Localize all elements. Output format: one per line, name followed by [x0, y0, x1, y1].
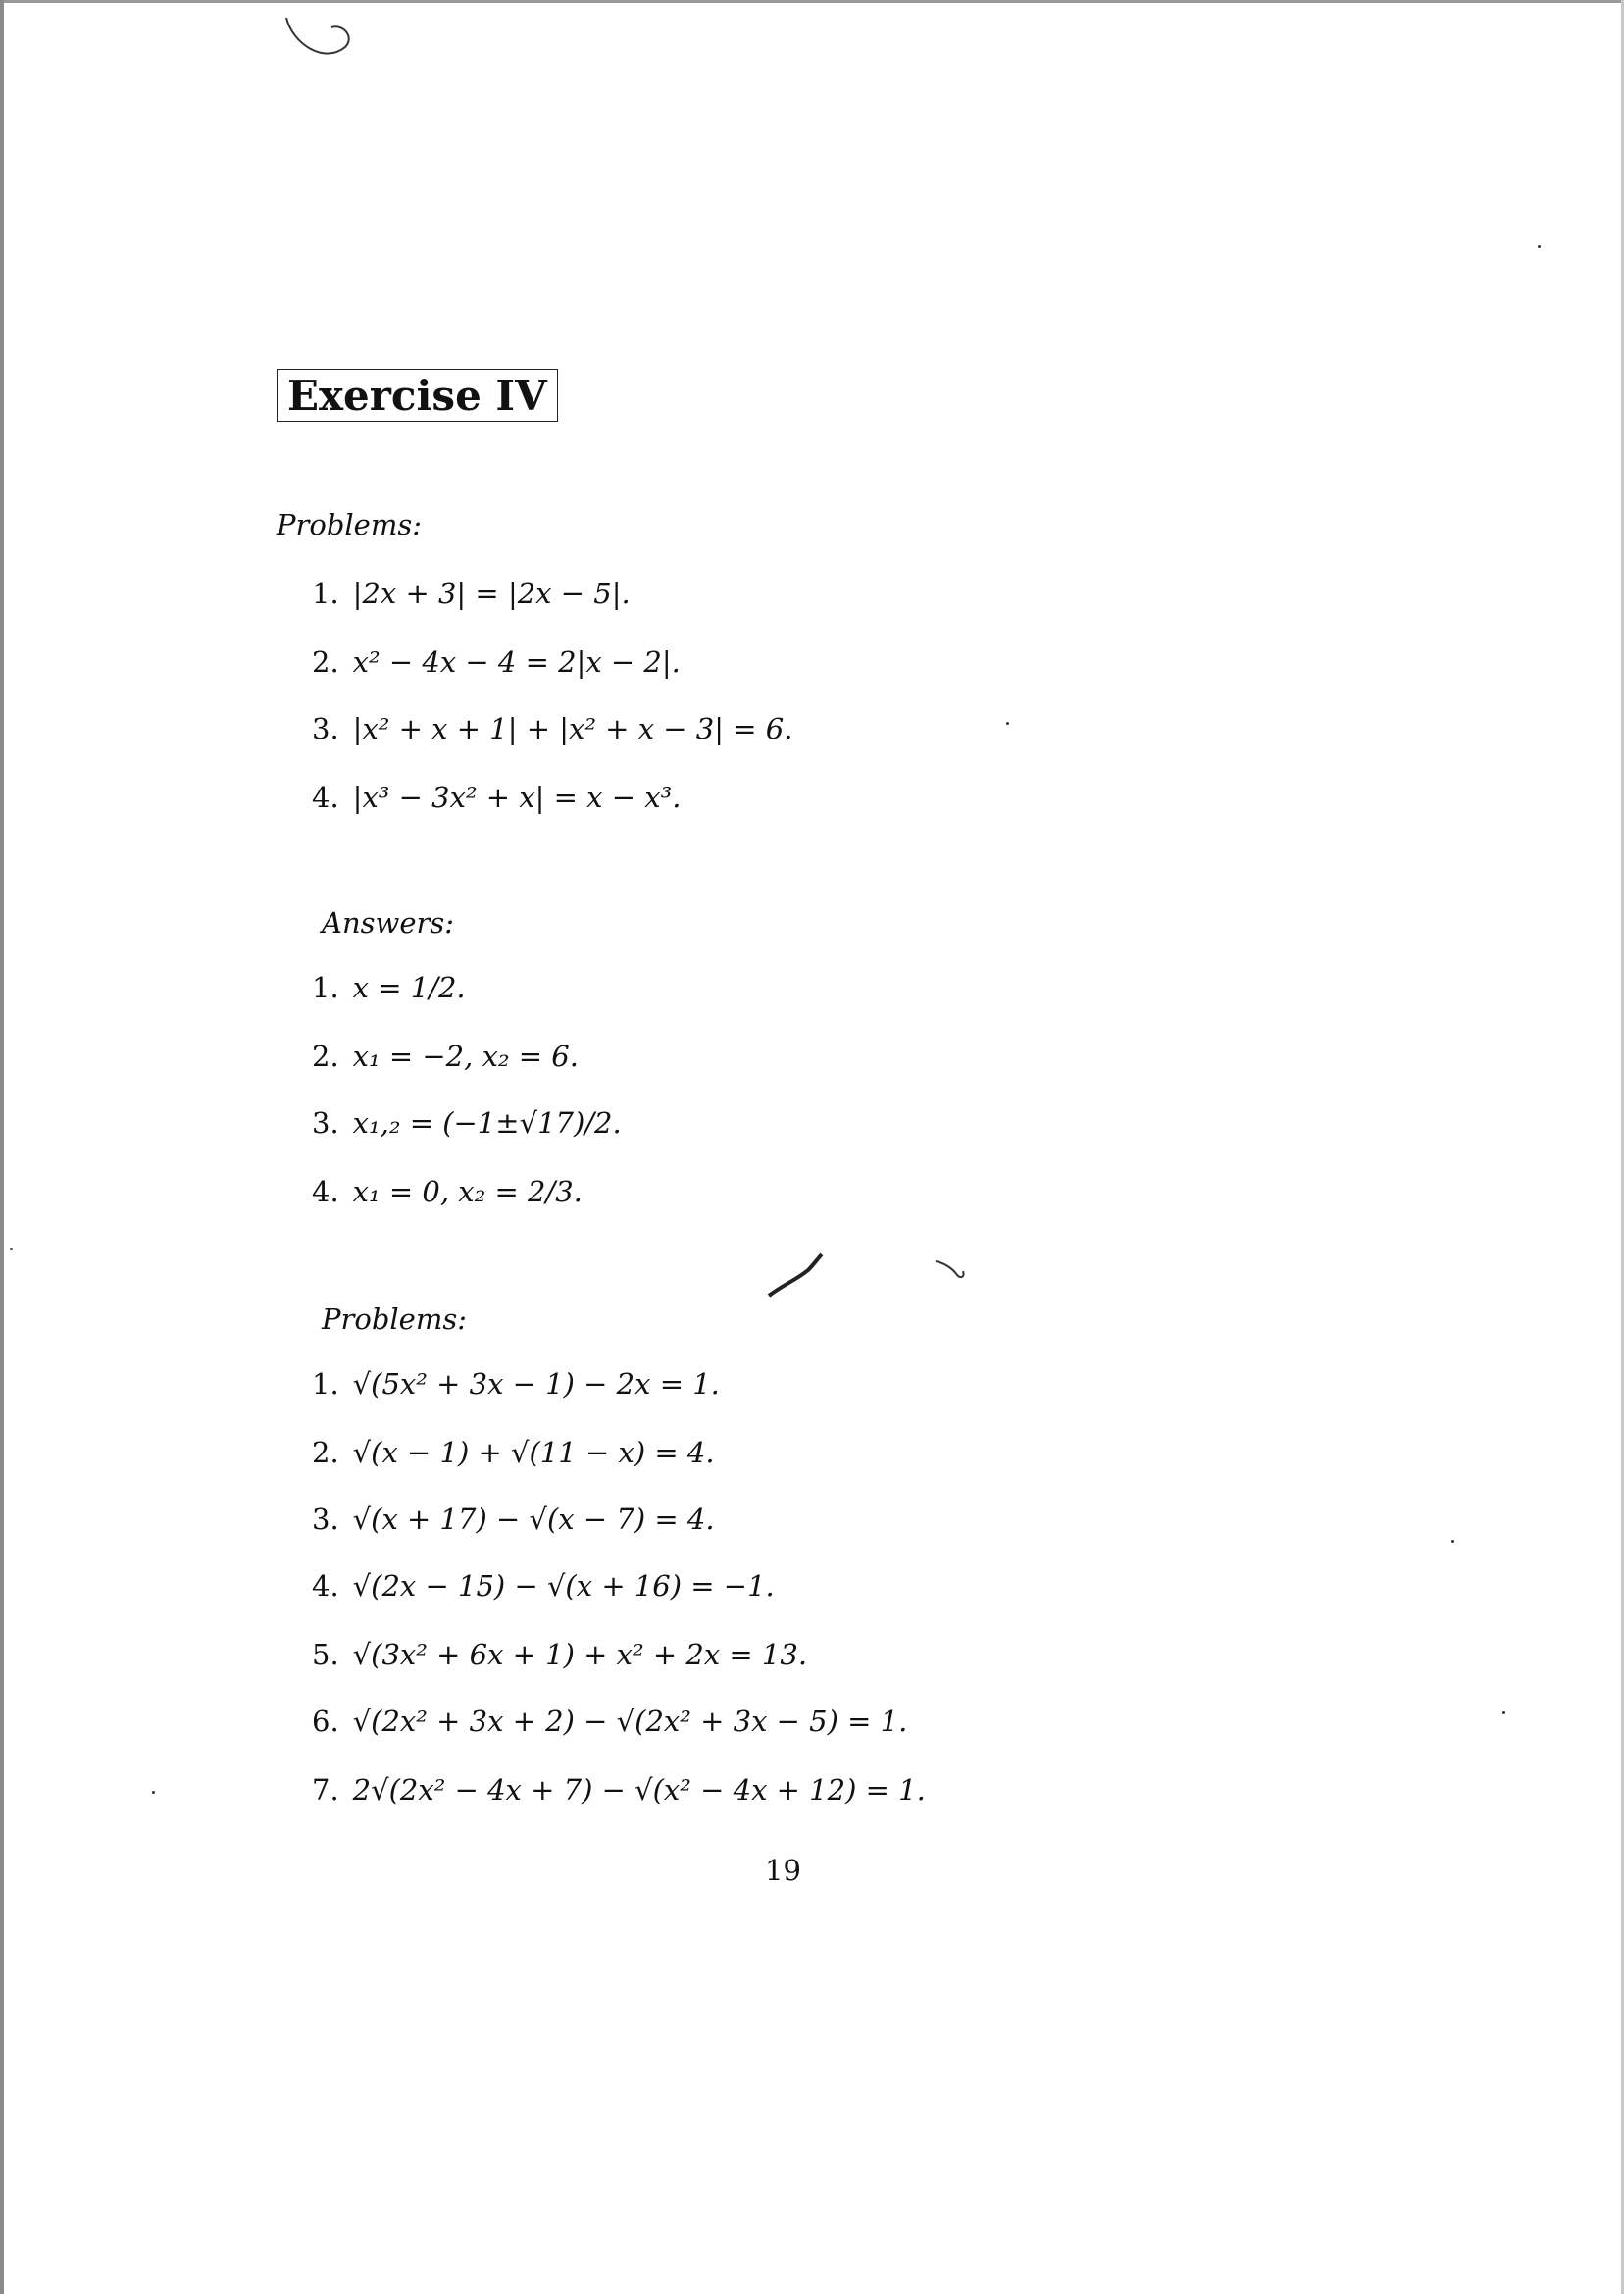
problem-2-2: 2. √(x − 1) + √(11 − x) = 4.	[312, 1436, 715, 1469]
scan-edge-left	[0, 0, 4, 2294]
scan-speck	[152, 1791, 155, 1794]
problem-1-2: 2. x² − 4x − 4 = 2|x − 2|.	[312, 645, 681, 679]
problems-label-2: Problems:	[322, 1302, 467, 1336]
scan-speck	[1006, 722, 1009, 725]
problem-2-4: 4. √(2x − 15) − √(x + 16) = −1.	[312, 1569, 775, 1603]
scan-speck	[1538, 245, 1541, 248]
pen-loop-mark	[284, 14, 353, 61]
answers-label: Answers:	[322, 906, 455, 940]
problem-2-3: 3. √(x + 17) − √(x − 7) = 4.	[312, 1503, 715, 1536]
problem-2-5: 5. √(3x² + 6x + 1) + x² + 2x = 13.	[312, 1638, 808, 1671]
answer-1: 1. x = 1/2.	[312, 971, 466, 1004]
scan-edge-top	[0, 0, 1624, 3]
page-number: 19	[765, 1854, 801, 1887]
problem-2-6: 6. √(2x² + 3x + 2) − √(2x² + 3x − 5) = 1.	[312, 1705, 908, 1738]
scan-speck	[10, 1248, 13, 1250]
scan-speck	[1502, 1711, 1505, 1714]
problem-1-3: 3. |x² + x + 1| + |x² + x − 3| = 6.	[312, 712, 793, 745]
answer-2: 2. x₁ = −2, x₂ = 6.	[312, 1040, 579, 1073]
problems-label-1: Problems:	[277, 508, 422, 541]
scan-speck	[1451, 1540, 1454, 1543]
answer-3: 3. x₁,₂ = (−1±√17)/2.	[312, 1106, 622, 1140]
problem-2-7: 7. 2√(2x² − 4x + 7) − √(x² − 4x + 12) = 1.	[312, 1773, 926, 1807]
problem-1-1: 1. |2x + 3| = |2x − 5|.	[312, 577, 631, 610]
problem-1-4: 4. |x³ − 3x² + x| = x − x³.	[312, 781, 682, 814]
ink-flourish-mark	[765, 1250, 834, 1300]
ink-squiggle-mark	[934, 1257, 969, 1283]
exercise-title: Exercise IV	[277, 369, 558, 422]
problem-2-1: 1. √(5x² + 3x − 1) − 2x = 1.	[312, 1367, 720, 1401]
answer-4: 4. x₁ = 0, x₂ = 2/3.	[312, 1175, 583, 1208]
